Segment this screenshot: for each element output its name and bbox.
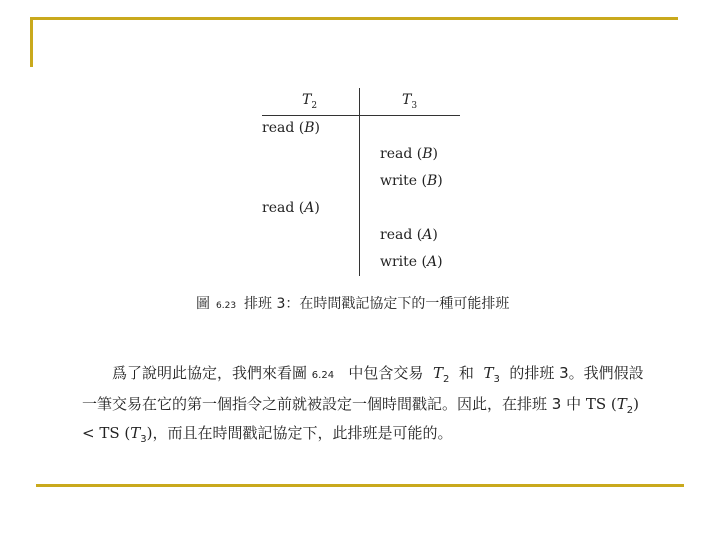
- table-header-rule: [262, 115, 460, 116]
- table-column-divider: [359, 88, 360, 276]
- figure-caption: [196, 293, 509, 313]
- op-t2-read-b: read (B): [262, 120, 320, 136]
- caption-text: 排班 3：在時間戳記協定下的一種可能排班: [244, 296, 510, 312]
- paragraph-line-1: 爲了說明此協定，我們來看圖 6.24 中包含交易 $T_2$ 和 $T_3$ 的排班 3。我們假設: [112, 364, 644, 385]
- caption-prefix: 圖: [196, 296, 210, 312]
- schedule-table: [262, 88, 460, 278]
- op-t3-read-b: read (B): [380, 146, 438, 162]
- op-t3-write-b: write (B): [380, 173, 443, 189]
- frame-bottom-rule: [36, 484, 684, 487]
- caption-number: 6.23: [216, 301, 237, 311]
- op-t2-read-a: read (A): [262, 200, 320, 216]
- paragraph-line-2: 一筆交易在它的第一個指令之前就被設定一個時間戳記。因此，在排班 3 中 TS $(T_2)$: [82, 395, 640, 416]
- col-header-t2: $T_2$: [302, 92, 318, 111]
- frame-top-rule: [30, 17, 678, 20]
- op-t3-write-a: write (A): [380, 254, 443, 270]
- op-t3-read-a: read (A): [380, 227, 438, 243]
- col-header-t3: $T_3$: [402, 92, 418, 111]
- frame-left-rule: [30, 17, 33, 67]
- paragraph-line-3: < TS $(T_3)$，而且在時間戳記協定下，此排班是可能的。: [82, 424, 453, 445]
